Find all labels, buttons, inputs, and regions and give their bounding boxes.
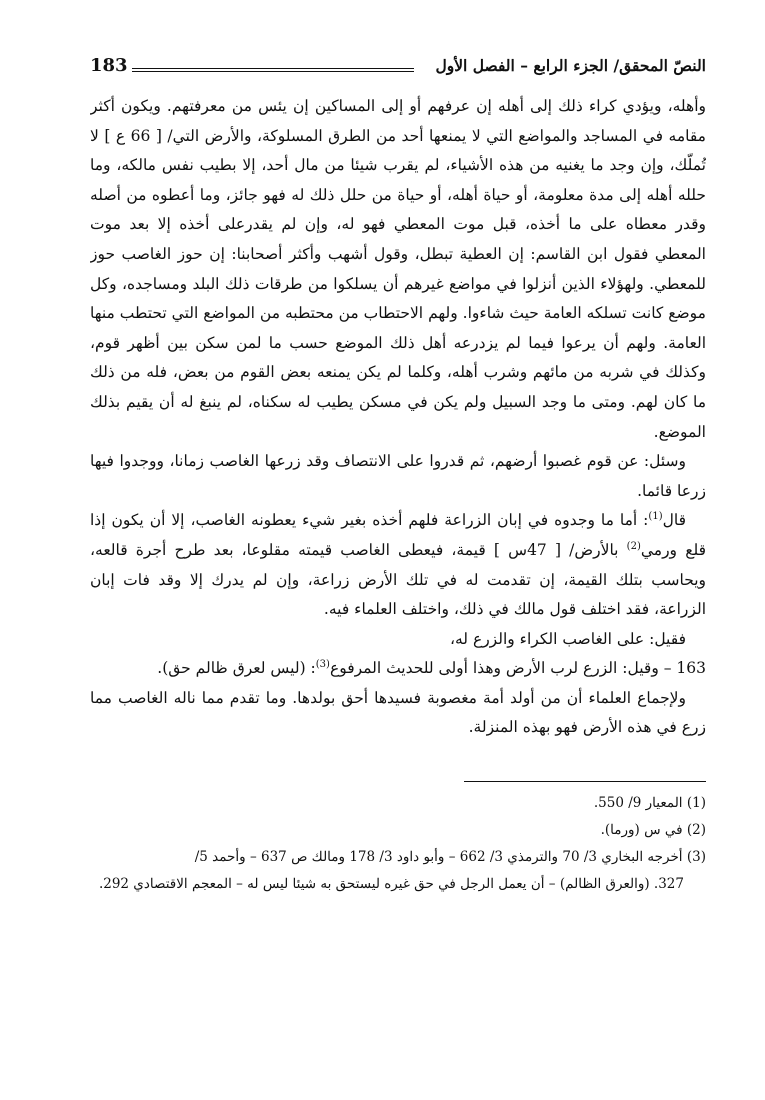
- main-text: [90, 92, 706, 743]
- page-number: 183: [90, 55, 128, 76]
- paragraph-4: فقيل: على الغاصب الكراء والزرع له،: [449, 629, 686, 648]
- paragraph-5: [90, 654, 706, 684]
- footnote-ref-1: (1): [648, 511, 663, 523]
- book-page: [90, 52, 706, 1082]
- paragraph-3: [90, 506, 706, 624]
- paragraph-1: وأهله، ويؤدي كراء ذلك إلى أهله إن عرفهم أو إلى المساكين إن يئس من معرفتهم. ويكون أكثر مقامه في المساجد والمواضع التي لا يمنعها أحد من الطرق المسلوكة، والأرض التي/ [ 66 ع ] لا تُملّك، وإن وجد ما يغنيه من هذه الأشياء، لم يقرب شيئا من مال أحد، إلا بطيب نفس مالكه، وما حلله أهله إلى مدة معلومة، أو حياة أهله، أو حياة من حلل ذلك له فهو جائز، وما أعطوه من أصله وقدر معطاه على ما أخذه، قبل موت المعطي فهو له، وإن لم يقدرعلى أخذه إلا بعد موت المعطي فقول ابن القاسم: إن العطية تبطل، وقول أشهب وأكثر أصحابنا: إن حوز الغاصب حوز للمعطي. ولهؤلاء الذين أنزلوا في مواضع غيرهم أن يسلكوا من طرقات ذلك البلد ومساجده، وكل موضع كانت تسلكه العامة حيث شاءوا. ولهم الاحتطاب من محتطبه من المواضع التي تحتطب منها العامة. ولهم أن يرعوا فيما لم يزدرعه أهل ذلك الموضع حسب ما لمن سكن بين أظهر قوم، وكذلك في شربه من مائهم وشرب أهله، وكلما لم يكن يمنعه بعض القوم من بعض، فله من ذلك ما كان لهم. ومتى ما وجد السبيل ولم يكن في مسكن يطيب له سكناه، لم ينبغ له أن يقيم بذلك الموضع.: [90, 97, 706, 441]
- footnote-2: (2) في س (ورما).: [600, 822, 706, 839]
- footnote-separator: [464, 781, 706, 782]
- paragraph-2: وسئل: عن قوم غصبوا أرضهم، ثم قدروا على الانتصاف وقد زرعها الغاصب زمانا، ووجدوا فيها زرعا قائما.: [90, 452, 706, 500]
- page-header: [90, 52, 706, 92]
- paragraph-5-text-b: : (ليس لعرق ظالم حق).: [157, 659, 316, 678]
- paragraph-3-text-b: : أما ما وجدوه في إبان الزراعة فلهم أخذه بغير شيء يعطونه الغاصب، إلا أن يكون إذا قلع ورمي: [90, 511, 706, 559]
- footnotes: [90, 790, 706, 898]
- running-title: النصّ المحقق/ الجزء الرابع – الفصل الأول: [435, 56, 706, 75]
- paragraph-3-text-c: بالأرض/ [ 47س ] قيمة، فيعطى الغاصب قيمته مقلوعا، بعد طرح أجرة قالعه، ويحاسب بتلك القيمة، إن تقدمت له في تلك الأرض زراعة، وإن لم يدرك إلا وقد فات إبان الزراعة، فقد اختلف قول مالك في ذلك، واختلف العلماء فيه.: [90, 540, 706, 619]
- footnote-ref-2: (2): [626, 540, 641, 552]
- footnote-3-line-2: 327. (والعرق الظالم) – أن يعمل الرجل في حق غيره ليستحق به شيئا ليس له – المعجم الاقتصادي 292.: [98, 876, 684, 893]
- header-double-rule: [132, 68, 414, 72]
- paragraph-3-text-a: قال: [662, 511, 686, 530]
- paragraph-5-text-a: 163 – وقيل: الزرع لرب الأرض وهذا أولى للحديث المرفوع: [329, 659, 706, 678]
- paragraph-6: ولإجماع العلماء أن من أولد أمة مغصوبة فسيدها أحق بولدها. وما تقدم مما ناله الغاصب مما زرع في هذه الأرض فهو بهذه المنزلة.: [90, 688, 706, 737]
- footnote-1: (1) المعيار 9/ 550.: [593, 795, 706, 812]
- footnote-3-line-1: (3) أخرجه البخاري 3/ 70 والترمذي 3/ 662 – وأبو داود 3/ 178 ومالك ص 637 – وأحمد 5/: [194, 849, 706, 866]
- footnote-ref-3: (3): [315, 659, 330, 671]
